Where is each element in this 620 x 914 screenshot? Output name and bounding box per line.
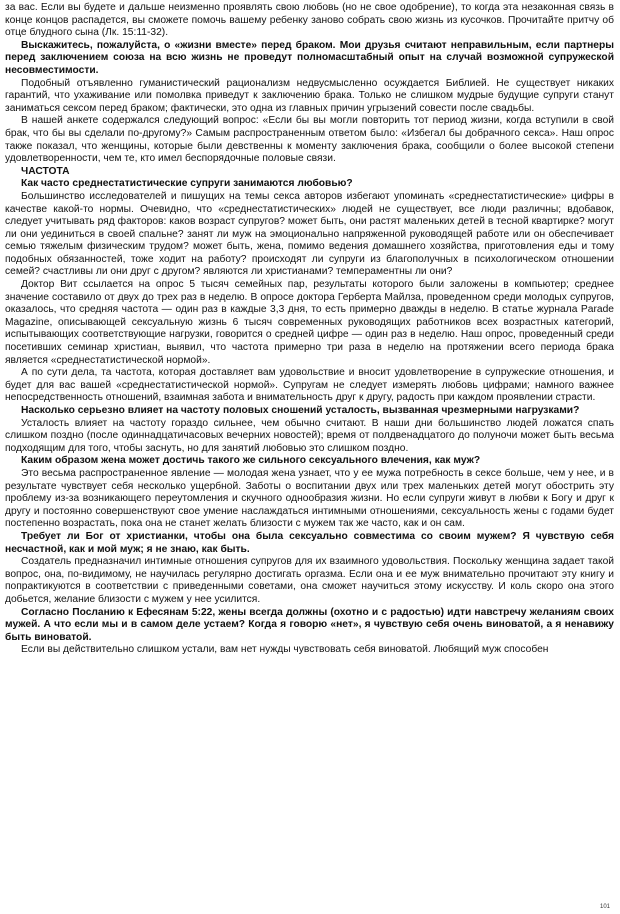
paragraph-continuation: за вас. Если вы будете и дальше неизменно проявлять свою любовь (но не свое одобрение), то когда эта незаконная связь в конце концов распадется, вы сможете помочь вашему ребенку заново собрать свою жизнь из кусочков. Прочитайте притчу об отце блудного сына (Лк. 15:11-32). bbox=[5, 2, 614, 39]
answer-paragraph-continued: Если вы действительно слишком устали, вам нет нужды чувствовать себя виноватой. Любящий муж способен bbox=[21, 644, 549, 656]
answer-paragraph: А по сути дела, та частота, которая доставляет вам удовольствие и вносит удовлетворение в супружеские отношения, и будет для вас вашей «среднестатистической нормой». Супругам не следует измерять любовь цифрами; намного важнее непосредственность отношений, взаимная забота и внимательность друг к другу, радость при каждом проявлении страсти. bbox=[5, 367, 614, 404]
answer-paragraph: Усталость влияет на частоту гораздо сильнее, чем обычно считают. В наши дни большинство людей ложатся спать слишком поздно (после одиннадцатичасовых вечерних новостей); время от полдвенадцатого до полуночи может быть весьма подходящим для того, чтобы заснуть, но для занятий любовью это слишком поздно. bbox=[5, 417, 614, 454]
question-compatibility: Требует ли Бог от христианки, чтобы она была сексуально совместима со своим мужем? Я чувствую себя несчастной, как и мой муж; я не знаю, как быть. bbox=[5, 530, 614, 555]
question-living-together: Выскажитесь, пожалуйста, о «жизни вместе» перед браком. Мои друзья считают неправильным, если партнеры перед заключением союза на всю жизнь не проведут полномасштабный опыт на случай возможной супружеской несовместимости. bbox=[5, 39, 614, 76]
answer-paragraph: Доктор Вит ссылается на опрос 5 тысяч семейных пар, результаты которого были заложены в компьютер; среднее значение составило от двух до трех раз в неделю. В опросе доктора Герберта Майлза, проведенном среди молодых супругов, оказалось, что средняя частота — один раз в каждые 3,3 дня, то есть примерно дважды в неделю. В статье журнала Parade Magazine, описывающей сексуальную жизнь 6 тысяч современных руководящих работников всех возрастных категорий, испытывающих соответствующие нагрузки, говорится о средней цифре — один раз в неделю. Наш опрос, проведенный среди посетивших семинар христиан, выявил, что частота примерно три раза в неделю на протяжении всего периода брака является «среднестатистической нормой». bbox=[5, 279, 614, 366]
section-heading-frequency: ЧАСТОТА bbox=[21, 165, 70, 177]
question-wife-desire: Каким образом жена может достичь такого же сильного сексуального влечения, как муж? bbox=[21, 455, 481, 467]
question-how-often: Как часто среднестатистические супруги занимаются любовью? bbox=[21, 178, 353, 190]
answer-paragraph: Это весьма распространенное явление — молодая жена узнает, что у ее мужа потребность в сексе больше, чем у нее, и в результате чувствует себя несколько ущербной. Заботы о воспитании двух или трех маленьких детей могут обострить эту проблему из-за возникающего переутомления и скучного однообразия жизни. Но если супруги живут в любви к Богу и друг к другу и постоянно совершенствуют свое умение наслаждаться интимными отношениями, сексуальность жены с годами будет постепенно возрастать, пока она не станет желать близости с мужем так же часто, как и он сам. bbox=[5, 467, 614, 530]
question-ephesians: Согласно Посланию к Ефесянам 5:22, жены всегда должны (охотно и с радостью) идти навстречу желаниям своих мужей. А что если мы и в самом деле устаем? Когда я говорю «нет», я чувствую себя очень виноватой, а я ненавижу быть виноватой. bbox=[5, 606, 614, 643]
question-fatigue: Насколько серьезно влияет на частоту половых сношений усталость, вызванная чрезмерными нагрузками? bbox=[21, 405, 580, 416]
answer-paragraph: Подобный отъявленно гуманистический рационализм недвусмысленно осуждается Библией. Не существует никаких гарантий, что ухаживание или помолвка приведут к заключению брака. Только не слишком мудрые будущие супруги станут заниматься сексом перед браком; фактически, это одна из главных причин угрызений совести после свадьбы. bbox=[5, 77, 614, 114]
answer-paragraph: В нашей анкете содержался следующий вопрос: «Если бы вы могли повторить тот период жизни, когда вступили в свой брак, что бы вы сделали по-другому?» Самым распространенным ответом было: «Избегал бы добрачного секса». Наш опрос также показал, что женщины, которые были девственны к моменту заключения брака, сообщили о более высокой степени удовлетворенности, чем те, кто имел беспорядочные половые связи. bbox=[5, 115, 614, 165]
answer-paragraph: Создатель предназначил интимные отношения супругов для их взаимного удовольствия. Поскольку женщина задает такой вопрос, она, по-видимому, не научилась регулярно достигать оргазма. Если она и ее муж внимательно прочитают эту книгу и попрактикуются в соответствии с приведенными советами, она сможет научиться этому искусству. И коль скоро она этого добьется, желание близости с мужем у нее усилится. bbox=[5, 556, 614, 605]
answer-paragraph: Большинство исследователей и пишущих на темы секса авторов избегают упоминать «среднестатистические» цифры в качестве какой-то нормы. Очевидно, что «среднестатистических» людей не существует, все люди различны; вдобавок, следует учитывать ряд факторов: каков возраст супругов? может быть, они растят маленьких детей в тесной квартирке? могут ли они уединиться в своей спальне? занят ли муж на эмоционально напряженной руководящей работе или он обеспечивает семью тяжелым физическим трудом? может быть, жена, помимо ведения домашнего хозяйства, приготовления еды и тому подобных обязанностей, тоже ходит на работу? происходят ли супруги из благополучных в психологическом отношении семей? счастливы ли они друг с другом? являются ли христианами? темпераментны ли они? bbox=[5, 190, 614, 278]
page-number: 101 bbox=[599, 904, 610, 910]
